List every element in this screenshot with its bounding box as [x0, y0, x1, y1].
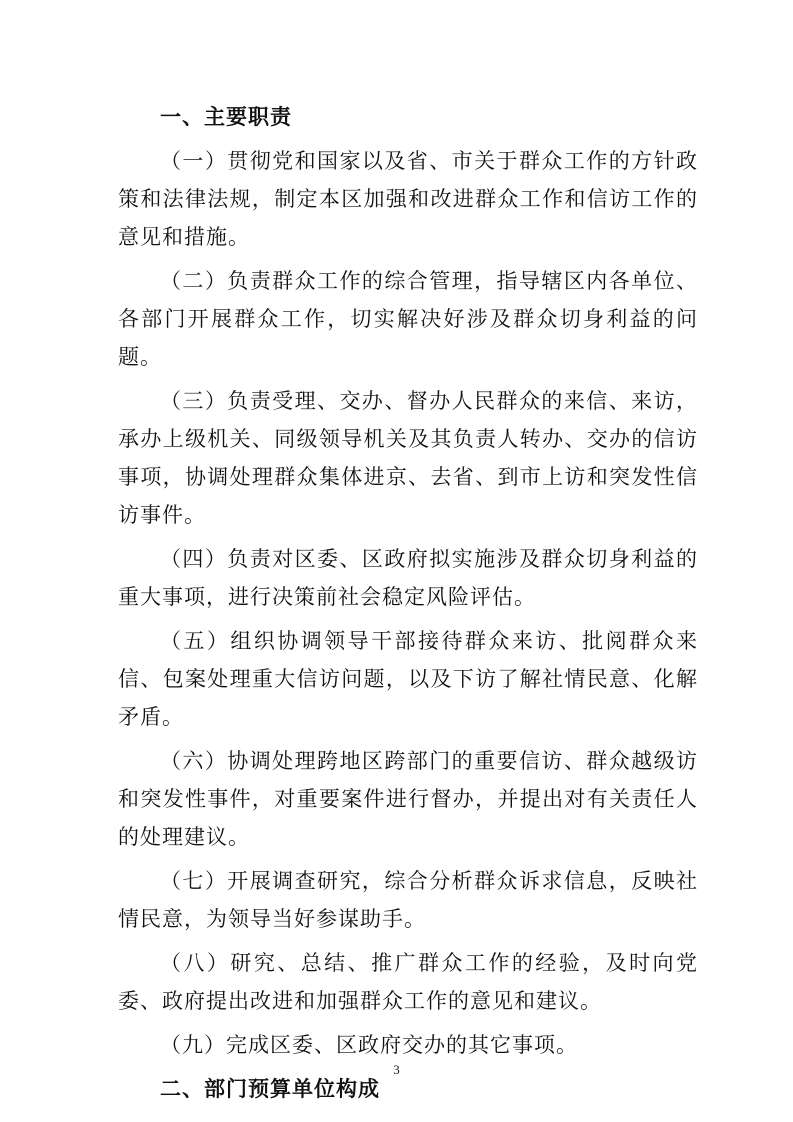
- duty-paragraph-7: （七）开展调查研究，综合分析群众诉求信息，反映社情民意，为领导当好参谋助手。: [118, 869, 698, 931]
- duty-paragraph-1: （一）贯彻党和国家以及省、市关于群众工作的方针政策和法律法规，制定本区加强和改进群众工作和信访工作的意见和措施。: [118, 149, 698, 249]
- duty-paragraph-4: （四）负责对区委、区政府拟实施涉及群众切身利益的重大事项，进行决策前社会稳定风险评估。: [118, 547, 698, 609]
- duty-paragraph-2: （二）负责群众工作的综合管理，指导辖区内各单位、各部门开展群众工作，切实解决好涉及群众切身利益的问题。: [118, 269, 698, 369]
- page-number: 3: [393, 1062, 400, 1077]
- document-body: [118, 98, 698, 1114]
- section-heading-main-duties: 一、主要职责: [160, 105, 292, 129]
- duty-paragraph-5: （五）组织协调领导干部接待群众来访、批阅群众来信、包案处理重大信访问题，以及下访了解社情民意、化解矛盾。: [118, 629, 698, 729]
- section-heading-budget-units: 二、部门预算单位构成: [160, 1077, 380, 1101]
- duty-paragraph-8: （八）研究、总结、推广群众工作的经验，及时向党委、政府提出改进和加强群众工作的意见和建议。: [118, 951, 698, 1013]
- duty-paragraph-6: （六）协调处理跨地区跨部门的重要信访、群众越级访和突发性事件，对重要案件进行督办，并提出对有关责任人的处理建议。: [118, 749, 698, 849]
- duty-paragraph-9: （九）完成区委、区政府交办的其它事项。: [160, 1033, 578, 1057]
- duty-paragraph-3: （三）负责受理、交办、督办人民群众的来信、来访，承办上级机关、同级领导机关及其负责人转办、交办的信访事项，协调处理群众集体进京、去省、到市上访和突发性信访事件。: [118, 389, 698, 527]
